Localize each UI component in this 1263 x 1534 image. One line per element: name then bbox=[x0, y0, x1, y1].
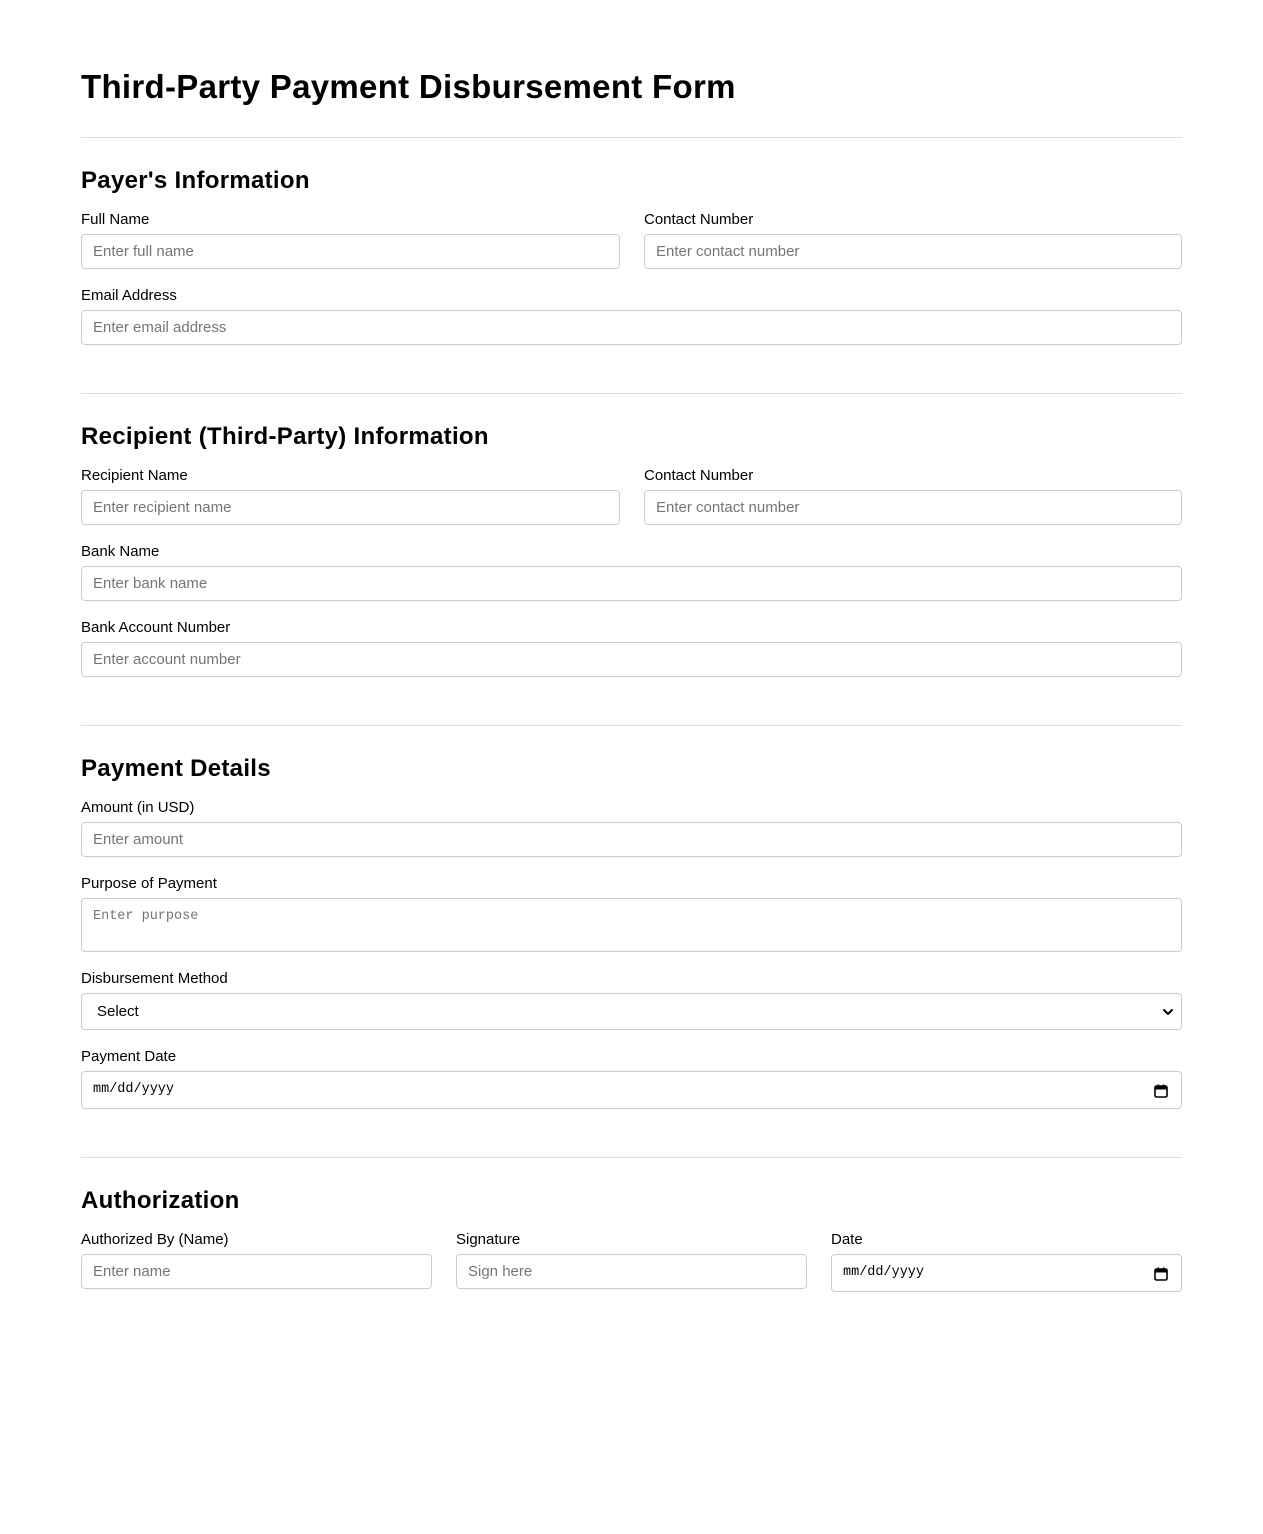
bank-name-input[interactable] bbox=[81, 566, 1182, 601]
payer-contact-label: Contact Number bbox=[644, 211, 754, 228]
recipient-contact-input[interactable] bbox=[644, 490, 1182, 525]
recipient-contact-label: Contact Number bbox=[644, 467, 754, 484]
full-name-input[interactable] bbox=[81, 234, 620, 269]
account-number-label: Bank Account Number bbox=[81, 619, 231, 636]
date-placeholder: mm/dd/yyyy bbox=[843, 1265, 925, 1280]
full-name-label: Full Name bbox=[81, 211, 150, 228]
chevron-down-icon bbox=[1162, 1006, 1174, 1018]
recipient-name-label: Recipient Name bbox=[81, 467, 188, 484]
divider bbox=[81, 137, 1182, 138]
disbursement-method-select[interactable] bbox=[81, 993, 1182, 1030]
select-value: Select bbox=[97, 1003, 139, 1020]
recipient-name-input[interactable] bbox=[81, 490, 620, 525]
payment-date-input[interactable] bbox=[81, 1071, 1182, 1109]
bank-name-label: Bank Name bbox=[81, 543, 160, 560]
amount-label: Amount (in USD) bbox=[81, 799, 195, 816]
payment-date-label: Payment Date bbox=[81, 1048, 177, 1065]
authorized-by-input[interactable] bbox=[81, 1254, 432, 1289]
calendar-icon[interactable] bbox=[1154, 1084, 1168, 1098]
signature-label: Signature bbox=[456, 1231, 521, 1248]
divider bbox=[81, 393, 1182, 394]
signature-input[interactable] bbox=[456, 1254, 807, 1289]
authorized-by-label: Authorized By (Name) bbox=[81, 1231, 229, 1248]
amount-input[interactable] bbox=[81, 822, 1182, 857]
section-heading-payer: Payer's Information bbox=[81, 167, 310, 194]
payer-contact-input[interactable] bbox=[644, 234, 1182, 269]
section-heading-recipient: Recipient (Third-Party) Information bbox=[81, 423, 489, 450]
purpose-label: Purpose of Payment bbox=[81, 875, 217, 892]
page-title: Third-Party Payment Disbursement Form bbox=[81, 68, 736, 105]
date-placeholder: mm/dd/yyyy bbox=[93, 1082, 175, 1097]
section-heading-payment: Payment Details bbox=[81, 755, 271, 782]
divider bbox=[81, 1157, 1182, 1158]
calendar-icon[interactable] bbox=[1154, 1267, 1168, 1281]
email-label: Email Address bbox=[81, 287, 177, 304]
authorization-date-label: Date bbox=[831, 1231, 863, 1248]
section-heading-authorization: Authorization bbox=[81, 1187, 240, 1214]
account-number-input[interactable] bbox=[81, 642, 1182, 677]
divider bbox=[81, 725, 1182, 726]
purpose-textarea[interactable] bbox=[81, 898, 1182, 952]
method-label: Disbursement Method bbox=[81, 970, 228, 987]
authorization-date-input[interactable] bbox=[831, 1254, 1182, 1292]
email-input[interactable] bbox=[81, 310, 1182, 345]
